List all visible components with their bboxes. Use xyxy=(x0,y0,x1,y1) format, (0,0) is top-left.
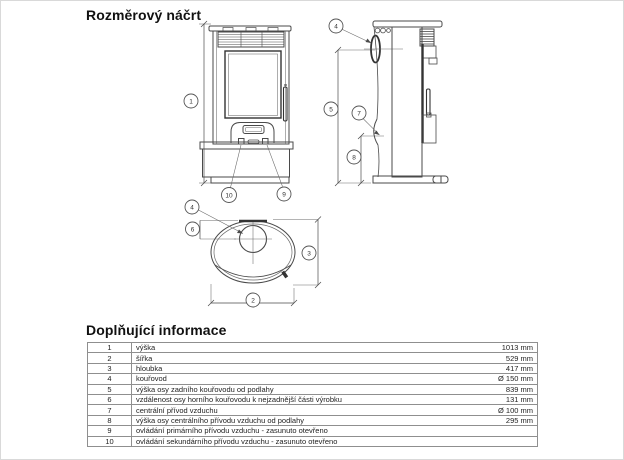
row-value: 295 mm xyxy=(443,415,538,425)
table-row xyxy=(88,374,538,384)
svg-text:6: 6 xyxy=(190,226,195,234)
row-value: Ø 100 mm xyxy=(443,405,538,415)
svg-text:8: 8 xyxy=(352,154,356,162)
table-row xyxy=(88,436,538,446)
top-view xyxy=(185,200,321,307)
callout-2 xyxy=(246,293,260,307)
side-view xyxy=(324,19,448,186)
row-value: 417 mm xyxy=(443,363,538,373)
table-row xyxy=(88,394,538,404)
callout-10 xyxy=(222,188,237,203)
row-value: 131 mm xyxy=(443,394,538,404)
row-value: Ø 150 mm xyxy=(443,374,538,384)
dimensional-drawing xyxy=(1,1,624,321)
front-view xyxy=(184,21,293,203)
callout-8 xyxy=(347,150,361,164)
callout-7 xyxy=(352,106,366,120)
table-row xyxy=(88,415,538,425)
row-description: výška osy centrálního přívodu vzduchu od podlahy xyxy=(132,415,443,425)
dimensions-table xyxy=(87,342,538,447)
callout-4-side xyxy=(329,19,343,33)
row-number: 10 xyxy=(88,436,132,446)
svg-text:4: 4 xyxy=(334,23,338,31)
row-number: 9 xyxy=(88,426,132,436)
side-door-handle xyxy=(427,89,432,117)
row-number: 5 xyxy=(88,384,132,394)
row-number: 1 xyxy=(88,343,132,353)
row-description: ovládání sekundárního přívodu vzduchu - zasunuto otevřeno xyxy=(132,436,443,446)
callout-1 xyxy=(184,94,198,108)
row-description: ovládání primárního přívodu vzduchu - zasunuto otevřeno xyxy=(132,426,443,436)
row-number: 7 xyxy=(88,405,132,415)
row-description: kouřovod xyxy=(132,374,443,384)
front-louver-grille xyxy=(218,32,284,47)
row-number: 6 xyxy=(88,394,132,404)
callout-3 xyxy=(302,246,316,260)
svg-text:10: 10 xyxy=(225,192,233,200)
row-value: 839 mm xyxy=(443,384,538,394)
primary-air-knob xyxy=(239,139,245,145)
row-description: šířka xyxy=(132,353,443,363)
row-value xyxy=(443,426,538,436)
callout-5 xyxy=(324,102,338,116)
svg-text:4: 4 xyxy=(190,204,194,212)
table-row xyxy=(88,405,538,415)
table-row xyxy=(88,384,538,394)
front-control-panel xyxy=(231,123,274,145)
row-number: 8 xyxy=(88,415,132,425)
svg-text:3: 3 xyxy=(307,250,311,258)
row-value: 529 mm xyxy=(443,353,538,363)
svg-text:1: 1 xyxy=(189,98,193,106)
info-section-title: Doplňující informace xyxy=(86,322,227,338)
table-row xyxy=(88,353,538,363)
row-number: 3 xyxy=(88,363,132,373)
row-description: vzdálenost osy horního kouřovodu k nejzadnější části výrobku xyxy=(132,394,443,404)
row-number: 4 xyxy=(88,374,132,384)
row-description: hloubka xyxy=(132,363,443,373)
svg-text:2: 2 xyxy=(251,297,255,305)
row-description: výška osy zadního kouřovodu od podlahy xyxy=(132,384,443,394)
front-glass-door xyxy=(225,51,281,118)
svg-text:5: 5 xyxy=(329,106,333,114)
callout-9 xyxy=(277,187,291,201)
svg-text:9: 9 xyxy=(282,191,286,199)
table-row xyxy=(88,343,538,353)
table-row xyxy=(88,426,538,436)
row-value xyxy=(443,436,538,446)
row-number: 2 xyxy=(88,353,132,363)
secondary-air-knob xyxy=(263,139,269,145)
row-description: centrální přívod vzduchu xyxy=(132,405,443,415)
callout-6 xyxy=(186,222,200,236)
row-value: 1013 mm xyxy=(443,343,538,353)
rear-flue-outlet xyxy=(364,36,403,63)
table-row xyxy=(88,363,538,373)
page-title: Rozměrový náčrt xyxy=(86,7,202,23)
row-description: výška xyxy=(132,343,443,353)
callout-4-top xyxy=(185,200,199,214)
svg-text:7: 7 xyxy=(357,110,361,118)
top-flue-circle xyxy=(234,222,272,264)
